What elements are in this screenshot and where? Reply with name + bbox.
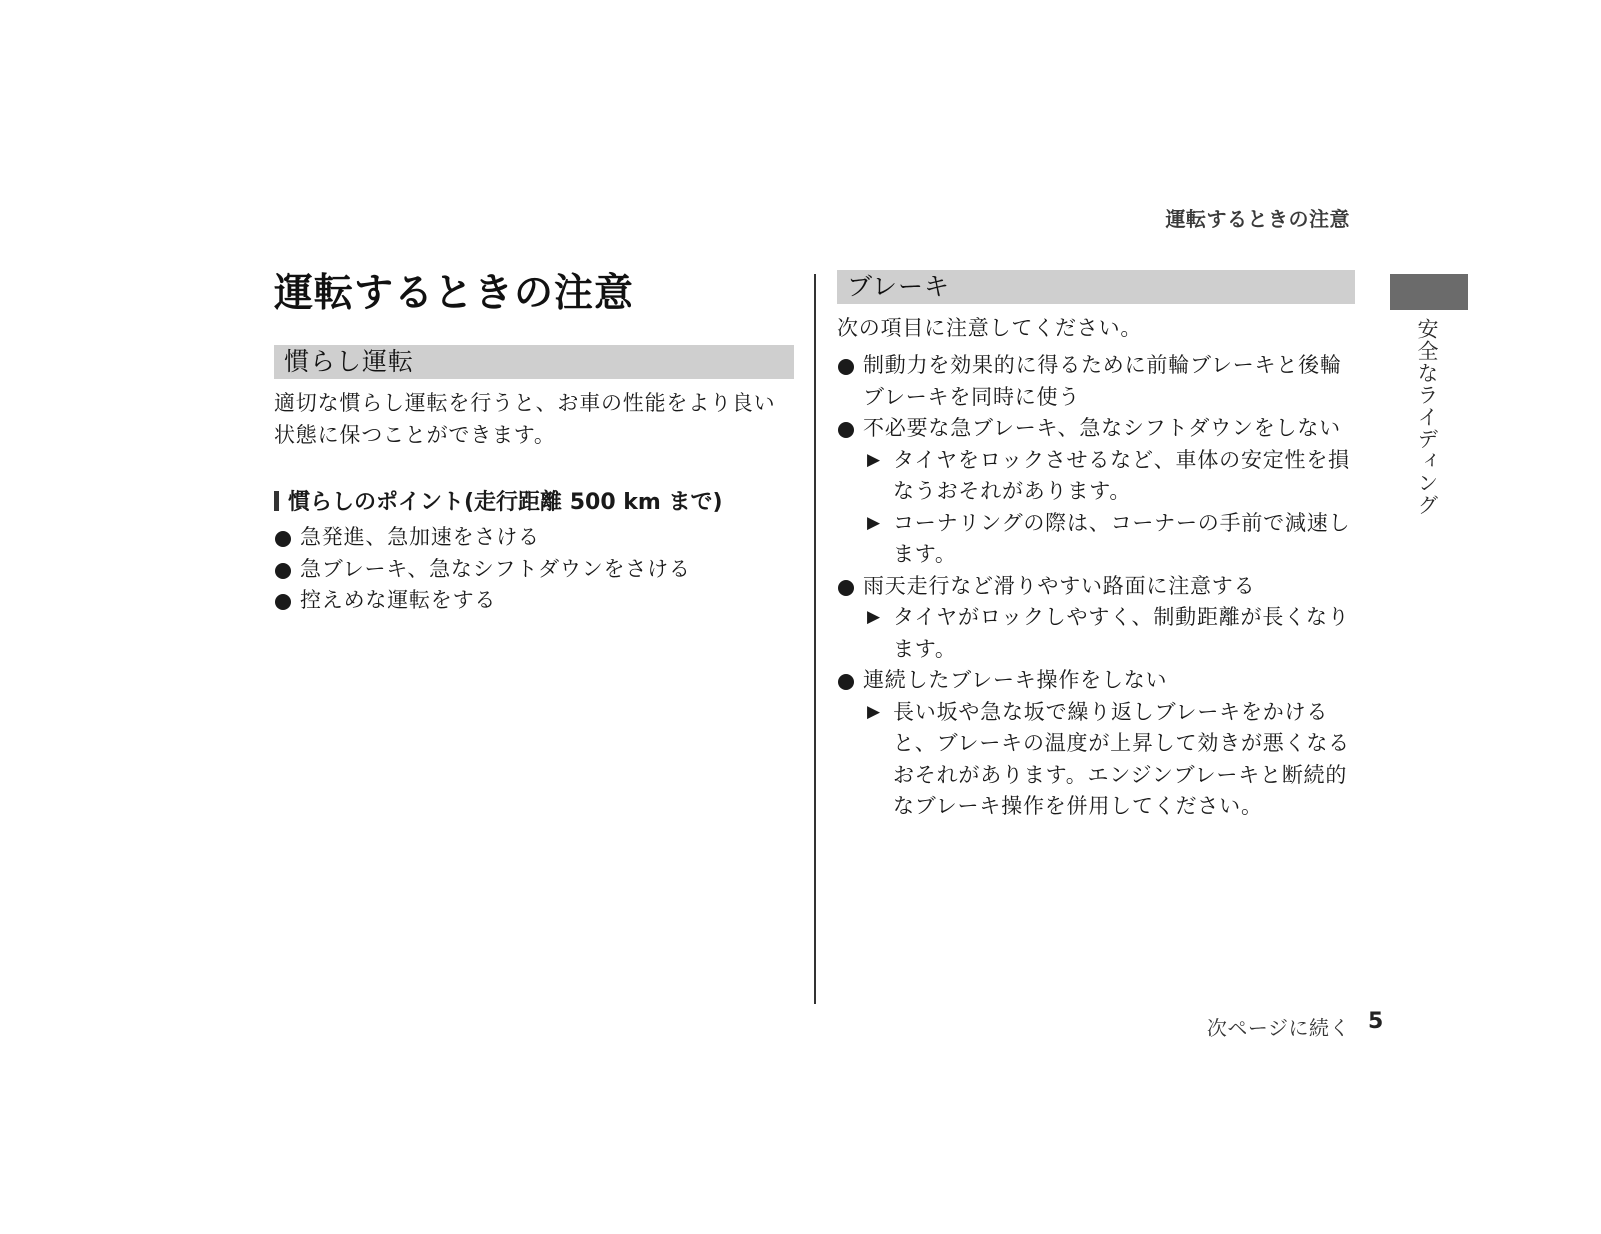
column-divider <box>814 274 816 1004</box>
brakes-intro: 次の項目に注意してください。 <box>837 316 1143 340</box>
chapter-tab <box>1390 274 1468 310</box>
sub-list-item: ▶ タイヤをロックさせるなど、車体の安定性を損なうおそれがあります。 <box>837 445 1355 508</box>
break-in-points-heading <box>274 485 794 516</box>
bullet-icon <box>275 531 291 547</box>
chapter-tab-label: 安全なライディング <box>1415 318 1439 516</box>
bullet-icon <box>838 580 854 596</box>
list-item: 雨天走行など滑りやすい路面に注意する <box>837 571 1355 603</box>
break-in-intro: 適切な慣らし運転を行うと、お車の性能をより良い状態に保つことができます。 <box>274 391 776 447</box>
brake-precautions-list <box>837 350 1355 823</box>
page-title: 運転するときの注意 <box>274 271 635 316</box>
list-item: 不必要な急ブレーキ、急なシフトダウンをしない <box>837 413 1355 445</box>
bullet-icon <box>838 422 854 438</box>
bullet-icon <box>275 594 291 610</box>
running-header: 運転するときの注意 <box>1165 207 1350 231</box>
arrow-right-icon: ▶ <box>867 512 881 533</box>
break-in-points-list <box>274 522 794 617</box>
list-item: 急ブレーキ、急なシフトダウンをさける <box>274 554 794 586</box>
break-in-points-heading-text: 慣らしのポイント(走行距離 500 km まで) <box>288 490 723 515</box>
page-number: 5 <box>1368 1009 1384 1034</box>
arrow-right-icon: ▶ <box>867 607 881 627</box>
arrow-right-icon: ▶ <box>867 701 881 722</box>
bullet-icon <box>838 359 854 375</box>
bullet-icon <box>275 563 291 579</box>
continued-notice: 次ページに続く <box>1206 1016 1350 1040</box>
arrow-right-icon: ▶ <box>867 449 881 470</box>
list-item: 控えめな運転をする <box>274 585 794 617</box>
sub-list-item: ▶ コーナリングの際は、コーナーの手前で減速します。 <box>837 508 1355 571</box>
list-item: 制動力を効果的に得るために前輪ブレーキと後輪ブレーキを同時に使う <box>837 350 1355 413</box>
list-item: 急発進、急加速をさける <box>274 522 794 554</box>
section-heading-brakes: ブレーキ <box>837 270 1355 304</box>
sub-list-item: ▶ 長い坂や急な坂で繰り返しブレーキをかけると、ブレーキの温度が上昇して効きが悪くなるおそれがあります。エンジンブレーキと断続的なブレーキ操作を併用してください。 <box>837 697 1355 823</box>
heading-marker <box>274 491 279 511</box>
section-heading-break-in: 慣らし運転 <box>274 345 794 379</box>
list-item: 連続したブレーキ操作をしない <box>837 665 1355 697</box>
right-column <box>837 270 1355 823</box>
sub-list-item: ▶ タイヤがロックしやすく、制動距離が長くなります。 <box>837 602 1355 665</box>
bullet-icon <box>838 674 854 690</box>
left-column <box>274 345 794 617</box>
